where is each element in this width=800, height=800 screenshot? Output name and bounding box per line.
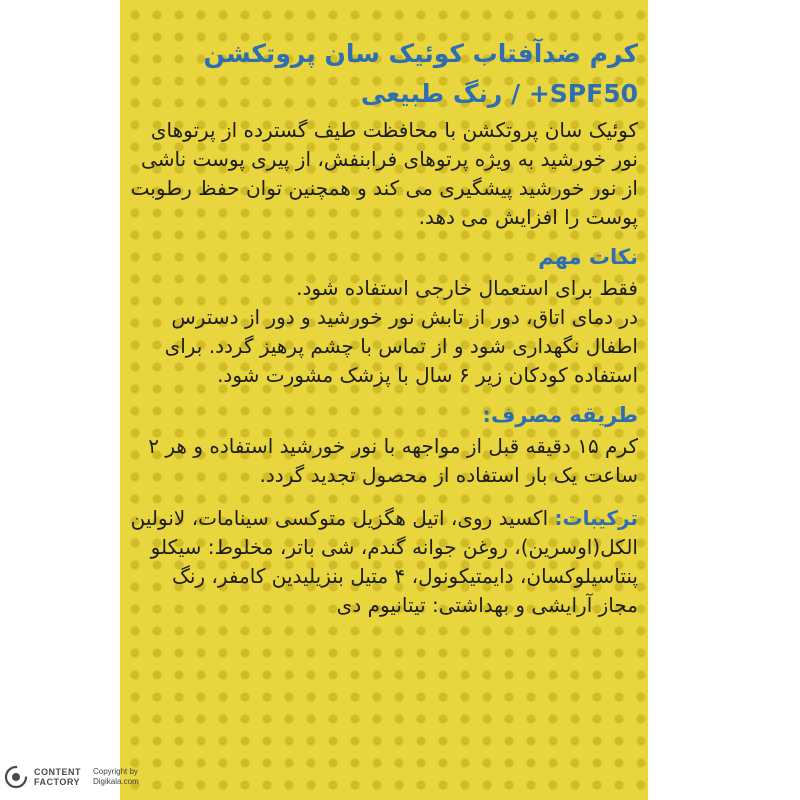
logo-text-line-1: CONTENT bbox=[34, 767, 81, 777]
notes-heading: نکات مهم bbox=[538, 245, 638, 269]
logo-text-line-2: FACTORY bbox=[34, 777, 81, 787]
usage-heading: طریقه مصرف: bbox=[482, 403, 638, 427]
logo-text bbox=[34, 767, 81, 787]
notes-line-1: فقط برای استعمال خارجی استفاده شود. bbox=[296, 276, 638, 300]
product-title-line-2: SPF50+ / رنگ طبیعی bbox=[360, 79, 638, 108]
content-factory-icon bbox=[4, 765, 28, 789]
ingredients-body: اکسید روی، اتیل هگزیل متوکسی سینامات، لانولین الکل(اوسرین)، روغن جوانه گندم، شی باتر، مخلوط: سیکلو پنتاسیلوکسان، دایمتیکونول، ۴ متیل بنزیلیدین کامفر، رنگ مجاز آرایشی و بهداشتی: تیتانیوم دی bbox=[130, 506, 638, 617]
product-label-panel bbox=[120, 0, 648, 800]
ingredients-heading: ترکیبات: bbox=[554, 506, 638, 530]
product-title-line-1: کرم ضدآفتاب کوئیک سان پروتکشن bbox=[203, 39, 638, 68]
usage-body: کرم ۱۵ دقیقه قبل از مواجهه با نور خورشید استفاده و هر ۲ ساعت یک بار استفاده از محصول تجدید گردد. bbox=[148, 434, 638, 487]
copyright-notice bbox=[93, 767, 139, 787]
content-factory-logo bbox=[4, 762, 139, 792]
notes-body: در دمای اتاق، دور از تابش نور خورشید و دور از دسترس اطفال نگهداری شود و از تماس با چشم پرهیز گردد. برای استفاده کودکان زیر ۶ سال با پزشک مشورت شود. bbox=[164, 305, 638, 387]
ingredients-paragraph bbox=[130, 504, 638, 620]
label-text bbox=[130, 34, 638, 620]
copyright-line-2: Digikala.com bbox=[93, 777, 139, 786]
copyright-line-1: Copyright by bbox=[93, 767, 138, 776]
product-description: کوئیک سان پروتکشن با محافظت طیف گسترده از پرتوهای نور خورشید به ویژه پرتوهای فرابنفش، از پیری پوست ناشی از نور خورشید پیشگیری می کند و همچنین توان حفظ رطوبت پوست را افزایش می دهد. bbox=[130, 118, 638, 229]
